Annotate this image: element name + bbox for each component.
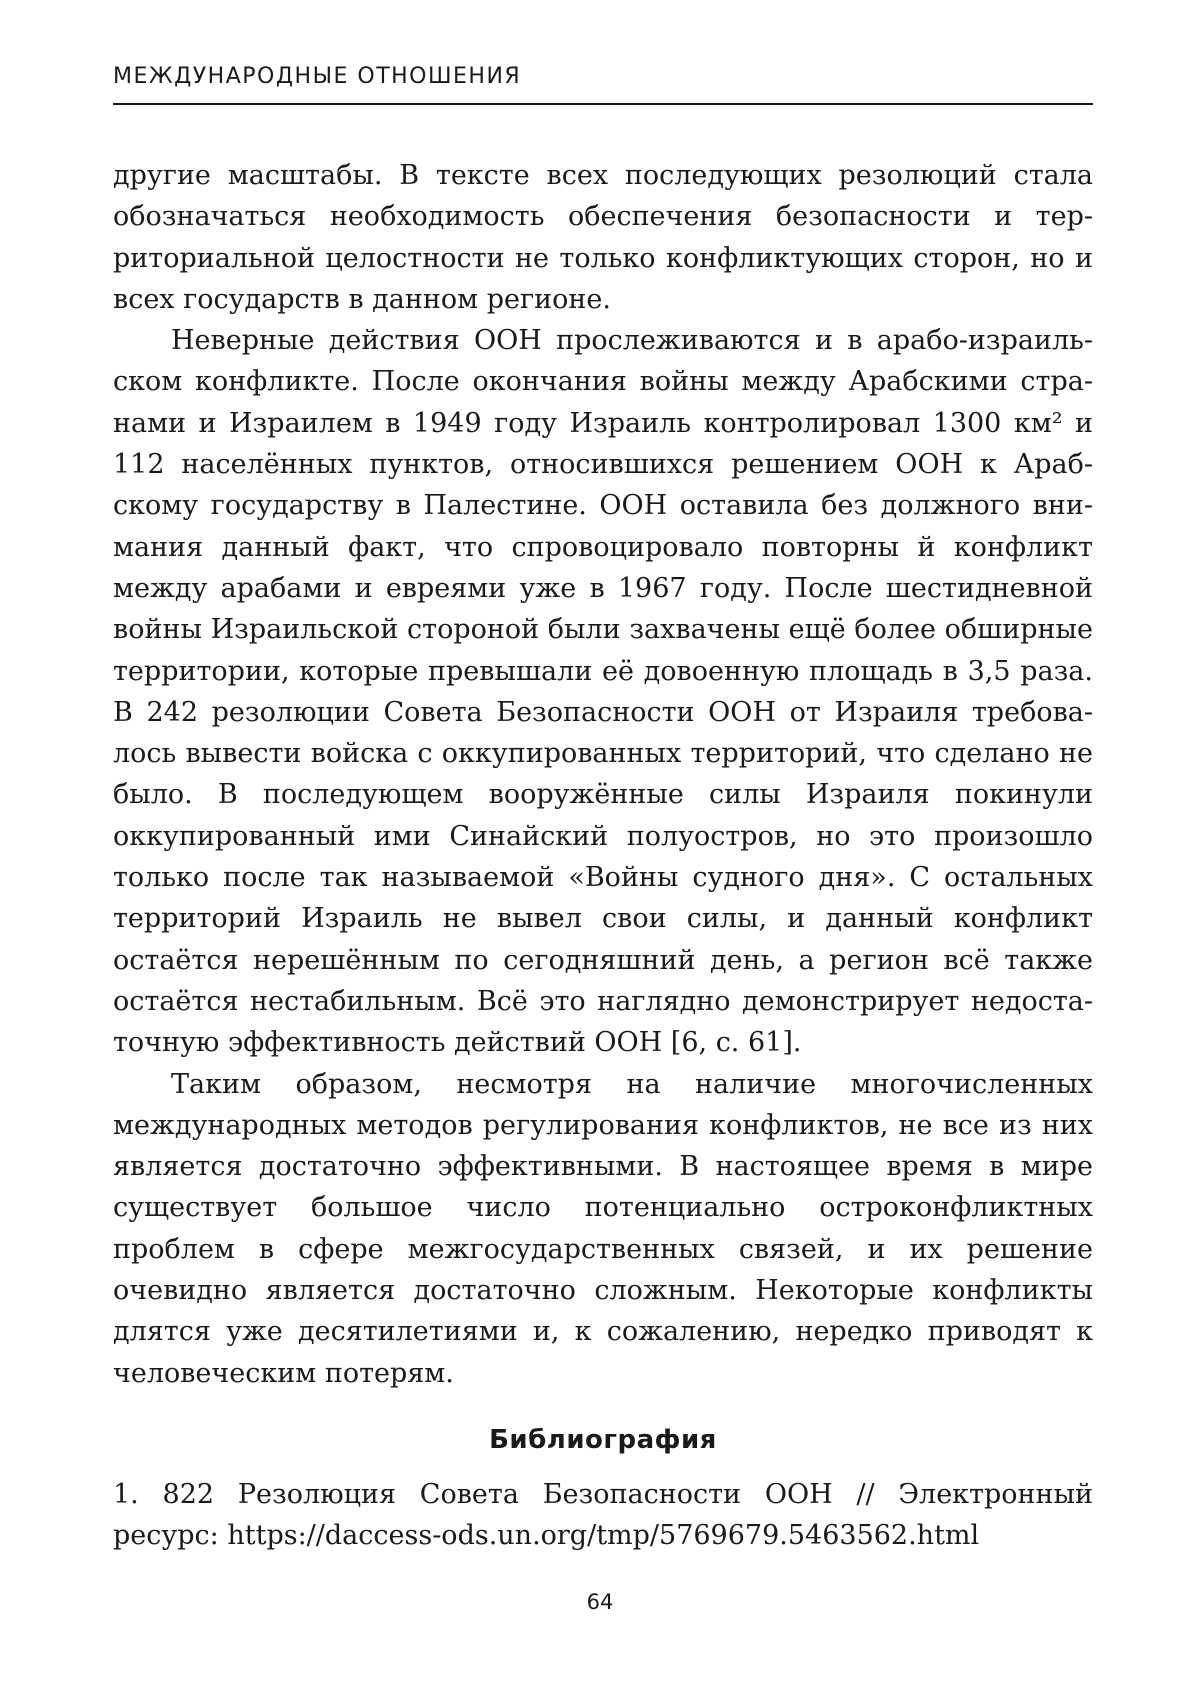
bibliography-title: Библиография <box>489 1424 717 1455</box>
header-rule <box>113 103 1093 105</box>
body-text <box>113 155 1093 1557</box>
bibliography-entry: 1. 822 Резолюция Совета Безопасности ООН // Электронный ресурс: https://daccess-ods.un.org/tmp/5769679.5463562.html <box>113 1478 1093 1552</box>
running-header: МЕЖДУНАРОДНЫЕ ОТНОШЕНИЯ <box>113 64 522 89</box>
paragraph-continuation: другие масштабы. В тексте всех последующих резолюций стала обозначаться необходимость обеспечения безопасности и территориальной целостности не только конфликтующих сторон, но и всех государств в данном регионе. <box>113 160 1093 315</box>
paragraph-arab-israeli-conflict: Неверные действия ООН прослеживаются и в арабо-израильском конфликте. После окончания войны между Арабскими странами и Израилем в 1949 году Израиль контролировал 1300 км² и 112 населённых пунктов, относившихся решением ООН к Арабскому государству в Палестине. ООН оставила без должного внимания данный факт, что спровоцировало повторны й конфликт между арабами и евреями уже в 1967 году. После шестидневной войны Израильской стороной были захвачены ещё более обширные территории, которые превышали её довоенную площадь в 3,5 раза. В 242 резолюции Совета Безопасности ООН от Израиля требовалось вывести войска с оккупированных территорий, что сделано не было. В последующем вооружённые силы Израиля покинули оккупированный ими Синайский полуостров, но это произошло только после так называемой «Войны судного дня». С остальных территорий Израиль не вывел свои силы, и данный конфликт остаётся нерешённым по сегодняшний день, а регион всё также остаётся нестабильным. Всё это наглядно демонстрирует недостаточную эффективность действий ООН [6, с. 61]. <box>113 325 1093 1059</box>
page-number: 64 <box>586 1590 614 1614</box>
paragraph-conclusion: Таким образом, несмотря на наличие многочисленных международных методов регулирования конфликтов, не все из них является достаточно эффективными. В настоящее время в мире существует большое число потенциально остроконфликтных проблем в сфере межгосударственных связей, и их решение очевидно является достаточно сложным. Некоторые конфликты длятся уже десятилетиями и, к сожалению, нередко приводят к человеческим потерям. <box>113 1068 1093 1389</box>
